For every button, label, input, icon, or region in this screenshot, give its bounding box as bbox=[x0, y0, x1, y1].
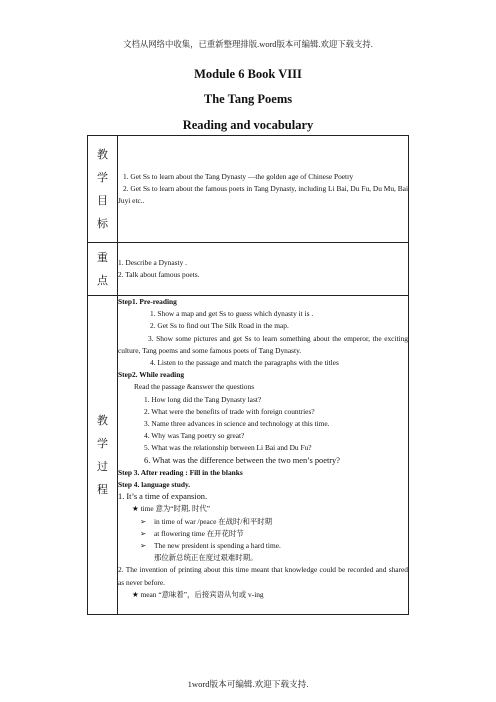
language-point-1: 1. It’s a time of expansion. bbox=[118, 492, 208, 502]
step4-heading: Step 4. language study. bbox=[118, 480, 191, 490]
language-point-1-note: ★ time 意为“时期, 时代” bbox=[132, 504, 211, 514]
key-point-item: 2. Talk about famous poets. bbox=[118, 270, 200, 279]
objective-item: 1. Get Ss to learn about the Tang Dynasty —the golden age of Chinese Poetry bbox=[123, 171, 354, 181]
step1-item: 2. Get Ss to find out The Silk Road in the map. bbox=[150, 321, 289, 331]
footer-note: 1word版本可编辑.欢迎下载支持. bbox=[187, 679, 309, 689]
title-section: Reading and vocabulary bbox=[182, 118, 314, 132]
example-line: ➢ The new president is spending a hard time. bbox=[118, 540, 408, 552]
language-point-2-note: ★ mean “意味着”，后接宾语从句或 v-ing bbox=[132, 589, 264, 599]
example-line: ➢ in time of war /peace 在战时/和平时期 bbox=[118, 516, 408, 528]
key-points-label: 重 点 bbox=[88, 243, 118, 296]
step3-heading: Step 3. After reading : Fill in the blanks bbox=[118, 467, 243, 477]
objectives-content bbox=[118, 136, 409, 243]
lesson-plan-table bbox=[87, 135, 409, 615]
arrow-bullet-icon: ➢ bbox=[140, 541, 147, 551]
step2-question: 6. What was the difference between the two men’s poetry? bbox=[144, 455, 340, 465]
step2-question: 1. How long did the Tang Dynasty last? bbox=[144, 394, 262, 404]
title-lesson: The Tang Poems bbox=[203, 92, 293, 106]
key-points-content bbox=[118, 243, 409, 296]
objective-item: 2. Get Ss to learn about the famous poets in Tang Dynasty, including Li Bai, Du Fu, Du Mu, Bai Juyi etc.. bbox=[118, 183, 408, 206]
step1-item: 4. Listen to the passage and match the paragraphs with the titles bbox=[150, 358, 339, 368]
arrow-bullet-icon: ➢ bbox=[140, 528, 147, 538]
key-points-row bbox=[88, 243, 409, 296]
title-module: Module 6 Book VIII bbox=[194, 67, 302, 81]
step2-intro: Read the passage &answer the questions bbox=[134, 382, 255, 392]
step2-question: 5. What was the relationship between Li Bai and Du Fu? bbox=[144, 443, 312, 453]
step2-question: 3. Name three advances in science and technology at this time. bbox=[144, 419, 330, 429]
objectives-row bbox=[88, 136, 409, 243]
step2-question: 4. Why was Tang poetry so great? bbox=[144, 431, 245, 441]
header-banner: 文档从网络中收集，已重新整理排版.word版本可编辑.欢迎下载支持. bbox=[123, 40, 373, 49]
example-translation: 那位新总统正在度过艰难时期。 bbox=[154, 553, 258, 563]
step1-item: 3. Show some pictures and get Ss to learn something about the emperor, the exciting culture, Tang poems and some famous poets of Tang Dynasty. bbox=[118, 333, 408, 355]
step1-heading: Step1. Pre-reading bbox=[118, 297, 177, 306]
process-content bbox=[118, 296, 409, 615]
key-point-item: 1. Describe a Dynasty . bbox=[118, 257, 187, 267]
arrow-bullet-icon: ➢ bbox=[140, 516, 147, 526]
example-line: ➢ at flowering time 在开花时节 bbox=[118, 528, 408, 540]
process-row bbox=[88, 296, 409, 615]
step1-item: 1. Show a map and get Ss to guess which dynasty it is . bbox=[150, 309, 314, 319]
step2-heading: Step2. While reading bbox=[118, 370, 185, 380]
objectives-label: 教 学 目 标 bbox=[88, 136, 118, 243]
process-label: 教 学 过 程 bbox=[88, 296, 118, 615]
step2-question: 2. What were the benefits of trade with foreign countries? bbox=[144, 406, 315, 416]
language-point-2: 2. The invention of printing about this time meant that knowledge could be recorded and shared as never before. bbox=[118, 565, 408, 587]
